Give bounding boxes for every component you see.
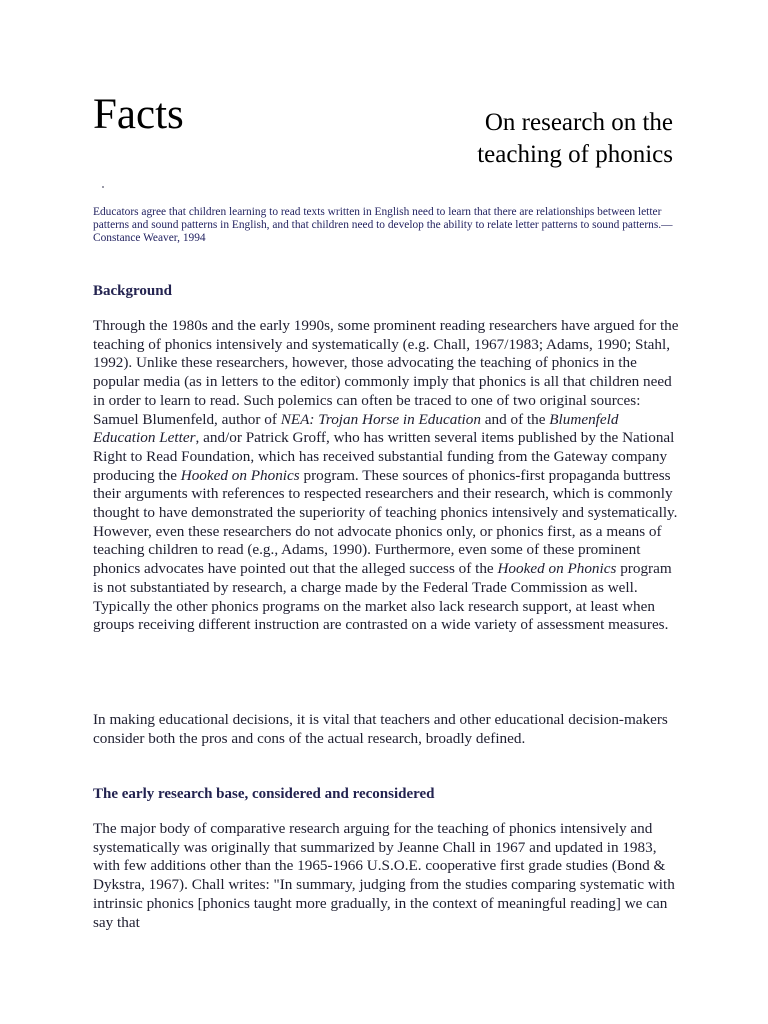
background-paragraph-1 xyxy=(93,317,683,635)
subtitle-line-1: On research on the xyxy=(484,109,673,136)
document-title: Facts xyxy=(93,91,184,138)
program-title: Hooked on Phonics xyxy=(497,560,617,578)
background-paragraph-2: In making educational decisions, it is vital that teachers and other educational decision-makers consider both the pros and cons of the actual research, broadly defined. xyxy=(93,711,668,747)
stray-dot-mark xyxy=(102,186,104,188)
text-run: Through the 1980s and the early 1990s, some prominent reading researchers have argued for the teaching of phonics intensively and systematically (e.g. Chall, 1967/1983; Adams, 1990; Stahl, 1992). Unlike these researchers, however, those advocating the teaching of phonics in the popular media (as in letters to the editor) commonly imply that phonics is all that children need in order to learn to read. Such polemics can often be traced to one of two original sources: Samuel Blumenfeld, author of xyxy=(93,317,679,428)
document-subtitle xyxy=(477,107,673,171)
text-run: program is not substantiated by research, a charge made by the Federal Trade Commission as well. Typically the other phonics programs on the market also lack research support, at least when groups receiving different instruction are contrasted on a wide variety of assessment measures. xyxy=(93,560,672,634)
text-run: , and/or Patrick Groff, who has written several items published by the National Right to Read Foundation, which has received substantial funding from the Gateway company producing the xyxy=(93,429,675,484)
text-run: program. These sources of phonics-first propaganda buttress their arguments with references to respected researchers and their research, which is commonly thought to have demonstrated the superiority of teaching phonics intensively and systematically. However, even these researchers do not advocate phonics only, or phonics first, as a means of teaching children to read (e.g., Adams, 1990). Furthermore, even some of these prominent phonics advocates have pointed out that the alleged success of the xyxy=(93,466,678,578)
epigraph-quote: Educators agree that children learning to read texts written in English need to learn that there are relationships between letter patterns and sound patterns in English, and that children need to develop the ability to relate letter patterns to sound patterns.—Constance Weaver, 1994 xyxy=(93,206,673,245)
program-title: Hooked on Phonics xyxy=(180,466,300,484)
text-run: and of the xyxy=(480,410,550,428)
newsletter-title: Blumenfeld Education Letter xyxy=(93,410,619,447)
book-title-nea: NEA: Trojan Horse in Education xyxy=(280,410,481,428)
early-research-paragraph: The major body of comparative research arguing for the teaching of phonics intensively and systematically was originally that summarized by Jeanne Chall in 1967 and updated in 1983, with few additions other than the 1965-1966 U.S.O.E. cooperative first grade studies (Bond & Dykstra, 1967). Chall writes: "In summary, judging from the studies comparing systematic with intrinsic phonics [phonics taught more gradually, in the context of meaningful reading] we can say that xyxy=(93,820,675,931)
section-heading-background: Background xyxy=(93,283,172,299)
subtitle-line-2: teaching of phonics xyxy=(477,141,673,168)
section-heading-early-research: The early research base, considered and reconsidered xyxy=(93,786,435,802)
